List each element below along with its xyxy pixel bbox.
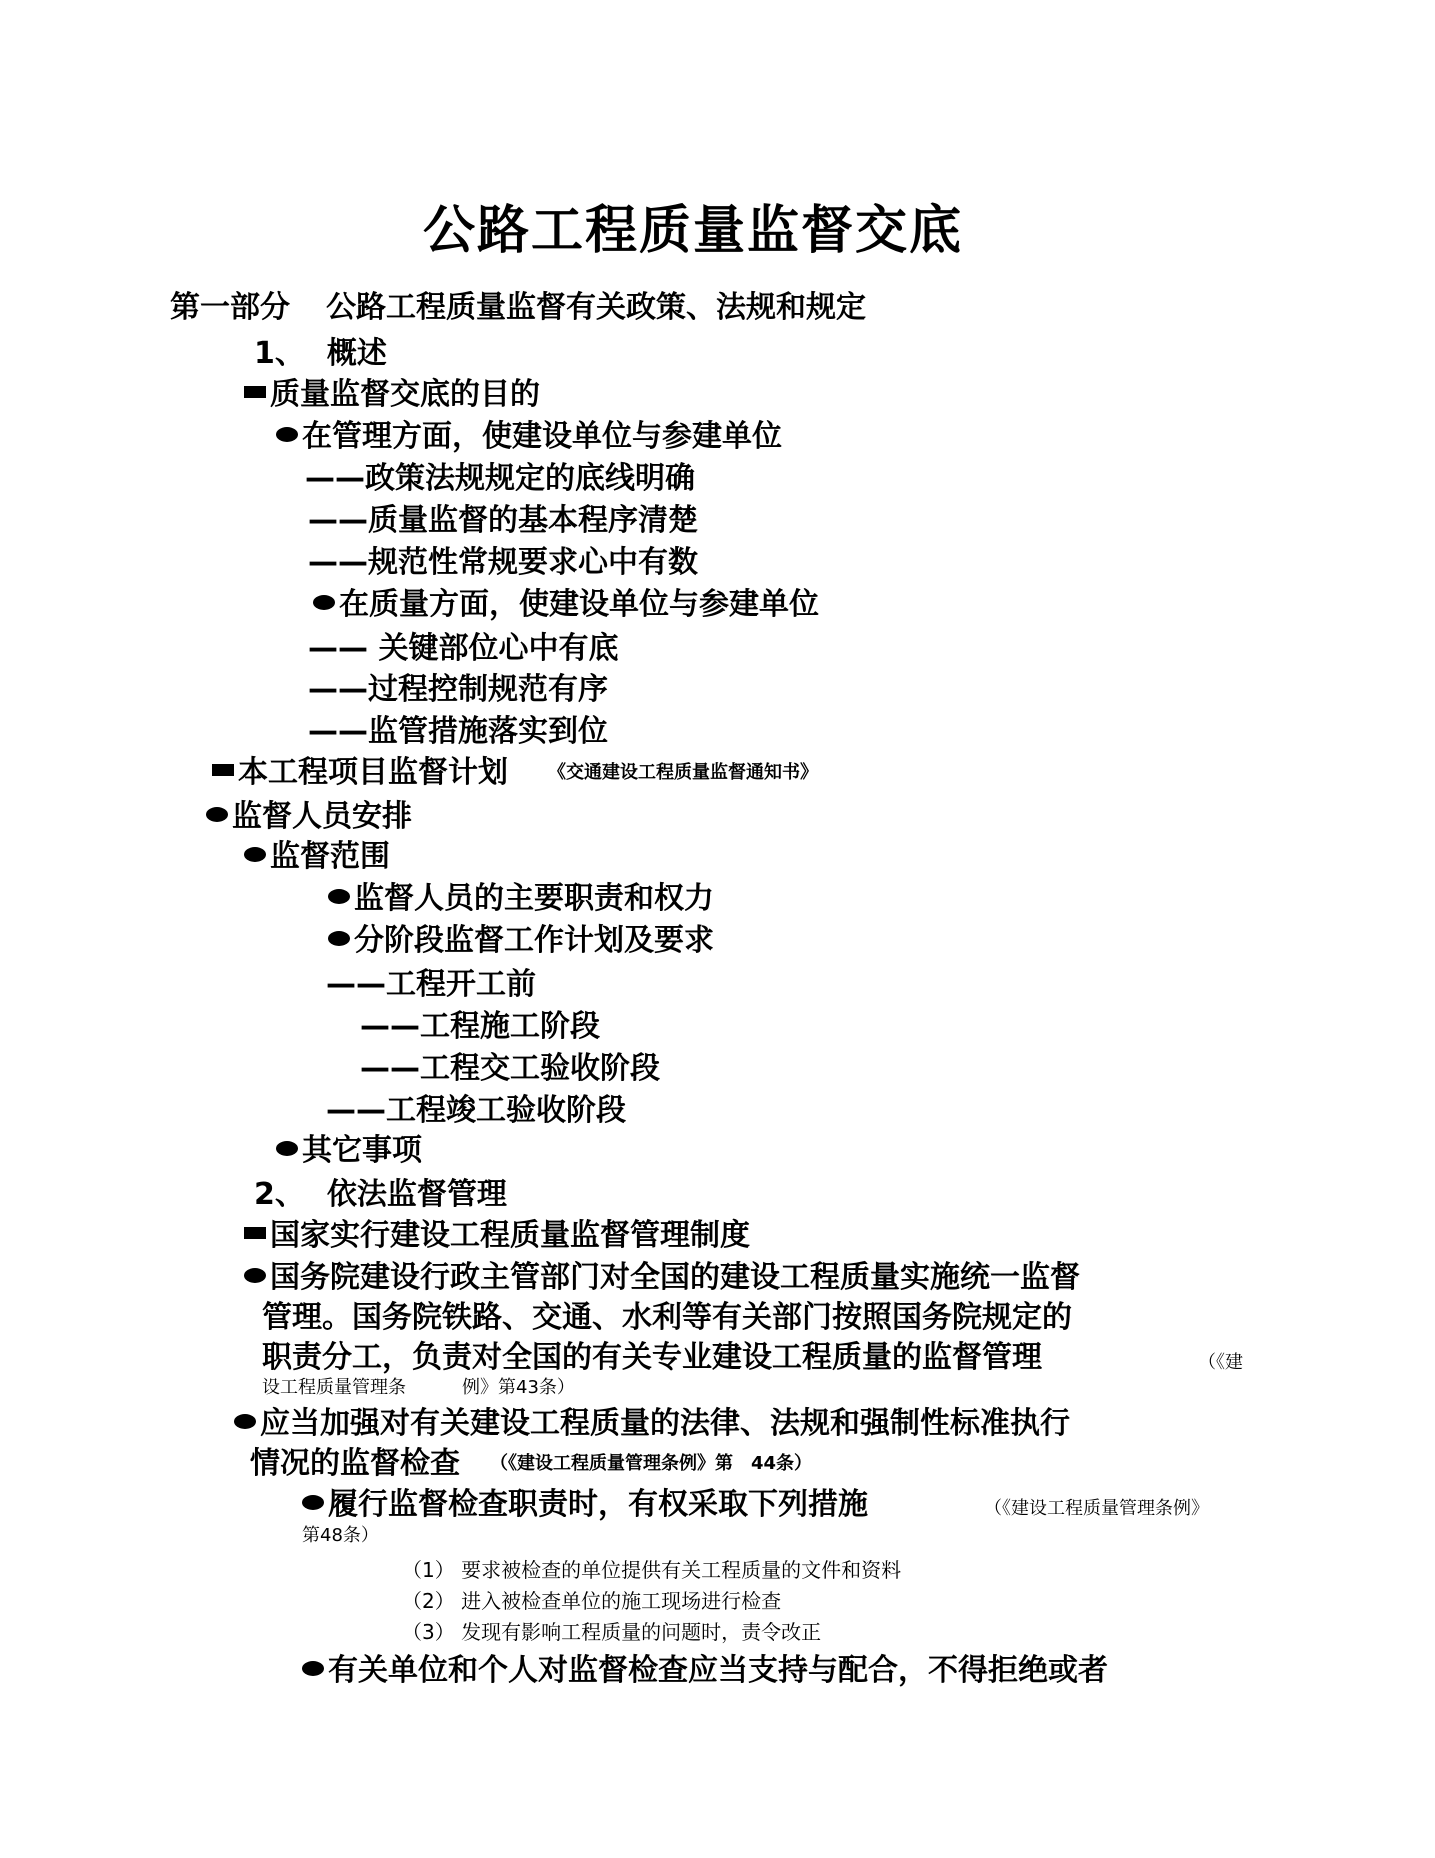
item-text: 监督人员安排	[232, 799, 412, 834]
item-text: 监督人员的主要职责和权力	[354, 881, 714, 916]
round-bullet-icon	[276, 1141, 298, 1156]
list-item: ——规范性常规要求心中有数	[308, 545, 698, 580]
paragraph-line: 职责分工，负责对全国的有关专业建设工程质量的监督管理	[262, 1340, 1042, 1375]
reference-note: （《建设工程质量管理条例》第 44条）	[490, 1453, 813, 1474]
list-item: （2） 进入被检查单位的施工现场进行检查	[402, 1589, 782, 1613]
reference-text: 例》第43条）	[462, 1377, 575, 1398]
reference-note	[262, 1379, 575, 1397]
item-text: 应当加强对有关建设工程质量的法律、法规和强制性标准执行	[260, 1406, 1070, 1441]
item-text: 本工程项目监督计划	[238, 755, 508, 790]
round-bullet-icon	[244, 1268, 266, 1283]
square-bullet-icon	[244, 386, 266, 398]
list-item: —— 关键部位心中有底	[308, 631, 619, 666]
round-bullet-icon	[302, 1661, 324, 1676]
paragraph-line	[302, 1653, 1108, 1688]
reference-text: 设工程质量管理条	[262, 1377, 406, 1398]
item-text: 质量监督交底的目的	[270, 377, 540, 412]
list-item	[328, 881, 714, 916]
list-item	[276, 1133, 422, 1168]
paragraph-line	[250, 1446, 813, 1481]
document-title: 公路工程质量监督交底	[423, 201, 964, 261]
square-bullet-icon	[212, 764, 234, 776]
list-item: ——过程控制规范有序	[308, 672, 608, 707]
item-text: 国家实行建设工程质量监督管理制度	[270, 1218, 750, 1253]
reference-note: 第48条）	[302, 1525, 379, 1546]
item-text: 在管理方面，使建设单位与参建单位	[302, 419, 782, 454]
list-item: ——监管措施落实到位	[308, 714, 608, 749]
round-bullet-icon	[328, 931, 350, 946]
paragraph-line	[244, 1260, 1080, 1295]
section-title: 依法监督管理	[326, 1177, 507, 1212]
part-title: 公路工程质量监督有关政策、法规和规定	[326, 290, 866, 325]
round-bullet-icon	[276, 427, 298, 442]
round-bullet-icon	[328, 889, 350, 904]
list-item	[276, 419, 782, 454]
reference-note: 《交通建设工程质量监督通知书》	[548, 762, 818, 783]
item-text: 国务院建设行政主管部门对全国的建设工程质量实施统一监督	[270, 1260, 1080, 1295]
round-bullet-icon	[206, 807, 228, 822]
list-item	[328, 923, 714, 958]
square-bullet-icon	[244, 1227, 266, 1239]
part-label: 第一部分	[170, 290, 290, 325]
paragraph-line: 管理。国务院铁路、交通、水利等有关部门按照国务院规定的	[262, 1300, 1072, 1335]
list-item	[212, 755, 818, 790]
list-item	[244, 1218, 750, 1253]
part-heading	[170, 290, 866, 325]
paragraph-line	[302, 1487, 868, 1522]
list-item: ——工程开工前	[326, 967, 536, 1002]
reference-note: （《建设工程质量管理条例》	[984, 1498, 1209, 1519]
section-1-heading	[254, 336, 387, 371]
item-text: 情况的监督检查	[250, 1446, 460, 1481]
list-item: ——工程竣工验收阶段	[326, 1093, 626, 1128]
item-text: 其它事项	[302, 1133, 422, 1168]
list-item: （1） 要求被检查的单位提供有关工程质量的文件和资料	[402, 1558, 902, 1582]
list-item	[313, 587, 819, 622]
section-2-heading	[254, 1177, 507, 1212]
round-bullet-icon	[244, 847, 266, 862]
list-item: ——工程施工阶段	[360, 1009, 600, 1044]
item-text: 分阶段监督工作计划及要求	[354, 923, 714, 958]
list-item	[206, 799, 412, 834]
section-number: 2、	[254, 1177, 305, 1212]
reference-note: （《建	[1198, 1352, 1243, 1373]
item-text: 有关单位和个人对监督检查应当支持与配合，不得拒绝或者	[328, 1653, 1108, 1688]
item-text: 履行监督检查职责时，有权采取下列措施	[328, 1487, 868, 1522]
section-number: 1、	[254, 336, 305, 371]
list-item: ——工程交工验收阶段	[360, 1051, 660, 1086]
list-item	[244, 839, 390, 874]
item-text: 在质量方面，使建设单位与参建单位	[339, 587, 819, 622]
list-item: （3） 发现有影响工程质量的问题时，责令改正	[402, 1620, 822, 1644]
round-bullet-icon	[234, 1414, 256, 1429]
paragraph-line	[234, 1406, 1070, 1441]
item-text: 监督范围	[270, 839, 390, 874]
list-item: ——政策法规规定的底线明确	[305, 461, 695, 496]
round-bullet-icon	[302, 1495, 324, 1510]
section-title: 概述	[326, 336, 387, 371]
list-item	[244, 377, 540, 412]
list-item: ——质量监督的基本程序清楚	[308, 503, 698, 538]
round-bullet-icon	[313, 595, 335, 610]
